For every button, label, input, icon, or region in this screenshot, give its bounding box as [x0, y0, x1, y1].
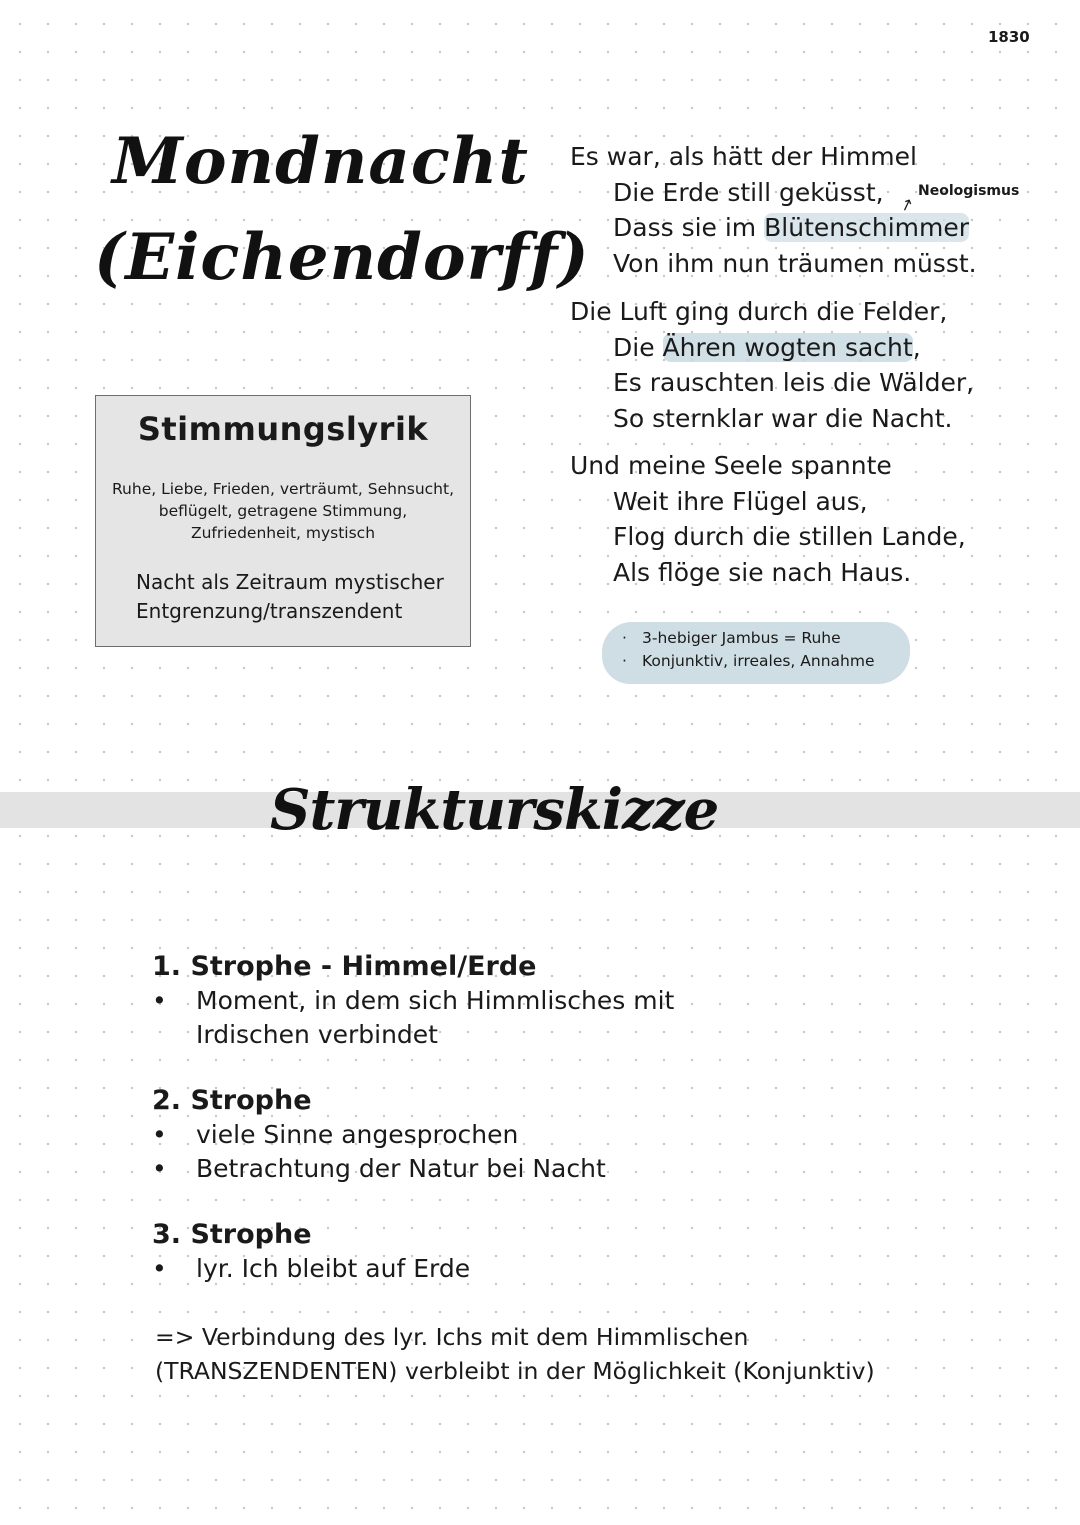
poem-line: Die Erde still geküsst,	[613, 177, 884, 207]
stanza-number: 1.	[152, 951, 182, 982]
list-item	[152, 1018, 674, 1052]
list-item	[152, 984, 674, 1018]
genre-note	[136, 568, 444, 626]
poem-line	[570, 210, 977, 246]
title-line-2: (Eichendorff)	[94, 220, 590, 295]
stanza-number: 3.	[152, 1219, 182, 1250]
note-text: 3-hebiger Jambus = Ruhe	[642, 629, 841, 647]
poem-line: Es war, als hätt der Himmel	[570, 142, 917, 171]
bullet-icon: ·	[622, 651, 627, 670]
poem-line: So sternklar war die Nacht.	[613, 403, 953, 433]
bullet-icon: •	[152, 1154, 167, 1183]
poem-stanza-2	[570, 294, 974, 436]
item-text: Betrachtung der Natur bei Nacht	[196, 1154, 606, 1183]
keyword-line: Ruhe, Liebe, Frieden, verträumt, Sehnsucht,	[111, 480, 455, 498]
note-line: Nacht als Zeitraum mystischer	[136, 570, 444, 594]
highlighted-word: Blütenschimmer	[764, 213, 970, 242]
stanza-heading-text: Strophe	[190, 1219, 312, 1250]
list-item	[152, 1118, 606, 1152]
structure-stanza-2	[152, 1084, 606, 1186]
poem-line: Flog durch die stillen Lande,	[613, 522, 966, 551]
keyword-line: beflügelt, getragene Stimmung,	[158, 502, 408, 520]
genre-heading: Stimmungslyrik	[137, 410, 429, 448]
bullet-icon: •	[152, 1254, 167, 1283]
poem-notes	[622, 627, 875, 672]
poem-line: Von ihm nun träumen müsst.	[613, 248, 977, 278]
stanza-heading-text: Strophe - Himmel/Erde	[190, 951, 537, 982]
arrow-icon: ↗	[897, 193, 917, 216]
note-item	[622, 650, 875, 673]
structure-stanza-1	[152, 950, 674, 1052]
poem-line: Weit ihre Flügel aus,	[613, 486, 868, 516]
note-item	[622, 627, 875, 650]
line-text: ,	[912, 332, 921, 362]
poem-line: Es rauschten leis die Wälder,	[613, 368, 975, 397]
stanza-heading	[152, 1084, 606, 1118]
structure-stanza-3	[152, 1218, 470, 1286]
note-text: Konjunktiv, irreales, Annahme	[642, 651, 875, 670]
stanza-heading	[152, 1218, 470, 1252]
list-item	[152, 1252, 470, 1286]
structure-title: Strukturskizze	[270, 777, 719, 843]
title-line-1: Mondnacht	[112, 124, 529, 199]
line-text: Die	[613, 332, 663, 362]
note-line: Entgrenzung/transzendent	[136, 599, 403, 623]
bullet-icon: •	[152, 986, 167, 1015]
item-text: viele Sinne angesprochen	[196, 1120, 519, 1149]
list-item	[152, 1152, 606, 1186]
poem-stanza-3	[570, 448, 966, 590]
conclusion	[155, 1320, 875, 1388]
item-text: Moment, in dem sich Himmlisches mit	[196, 986, 675, 1015]
conclusion-line: => Verbindung des lyr. Ichs mit dem Himmlischen	[155, 1323, 749, 1351]
year-label: 1830	[988, 28, 1030, 46]
poem-line: Die Luft ging durch die Felder,	[570, 297, 948, 326]
neologism-annotation: Neologismus	[918, 183, 1020, 199]
poem-line	[570, 330, 974, 366]
poem-line: Und meine Seele spannte	[570, 451, 892, 480]
line-text: Dass sie im	[613, 213, 765, 242]
conclusion-line: (TRANSZENDENTEN) verbleibt in der Möglichkeit (Konjunktiv)	[155, 1357, 875, 1385]
genre-keywords	[102, 478, 464, 544]
stanza-heading	[152, 950, 674, 984]
bullet-icon: •	[152, 1120, 167, 1149]
stanza-number: 2.	[152, 1085, 182, 1116]
item-text: lyr. Ich bleibt auf Erde	[196, 1254, 471, 1283]
keyword-line: Zufriedenheit, mystisch	[190, 524, 376, 542]
item-text: Irdischen verbindet	[196, 1020, 438, 1049]
bullet-icon: ·	[622, 629, 627, 647]
poem-line: Als flöge sie nach Haus.	[613, 557, 912, 587]
genre-box	[95, 395, 471, 647]
highlighted-phrase: Ähren wogten sacht	[662, 332, 913, 362]
stanza-heading-text: Strophe	[190, 1085, 312, 1116]
